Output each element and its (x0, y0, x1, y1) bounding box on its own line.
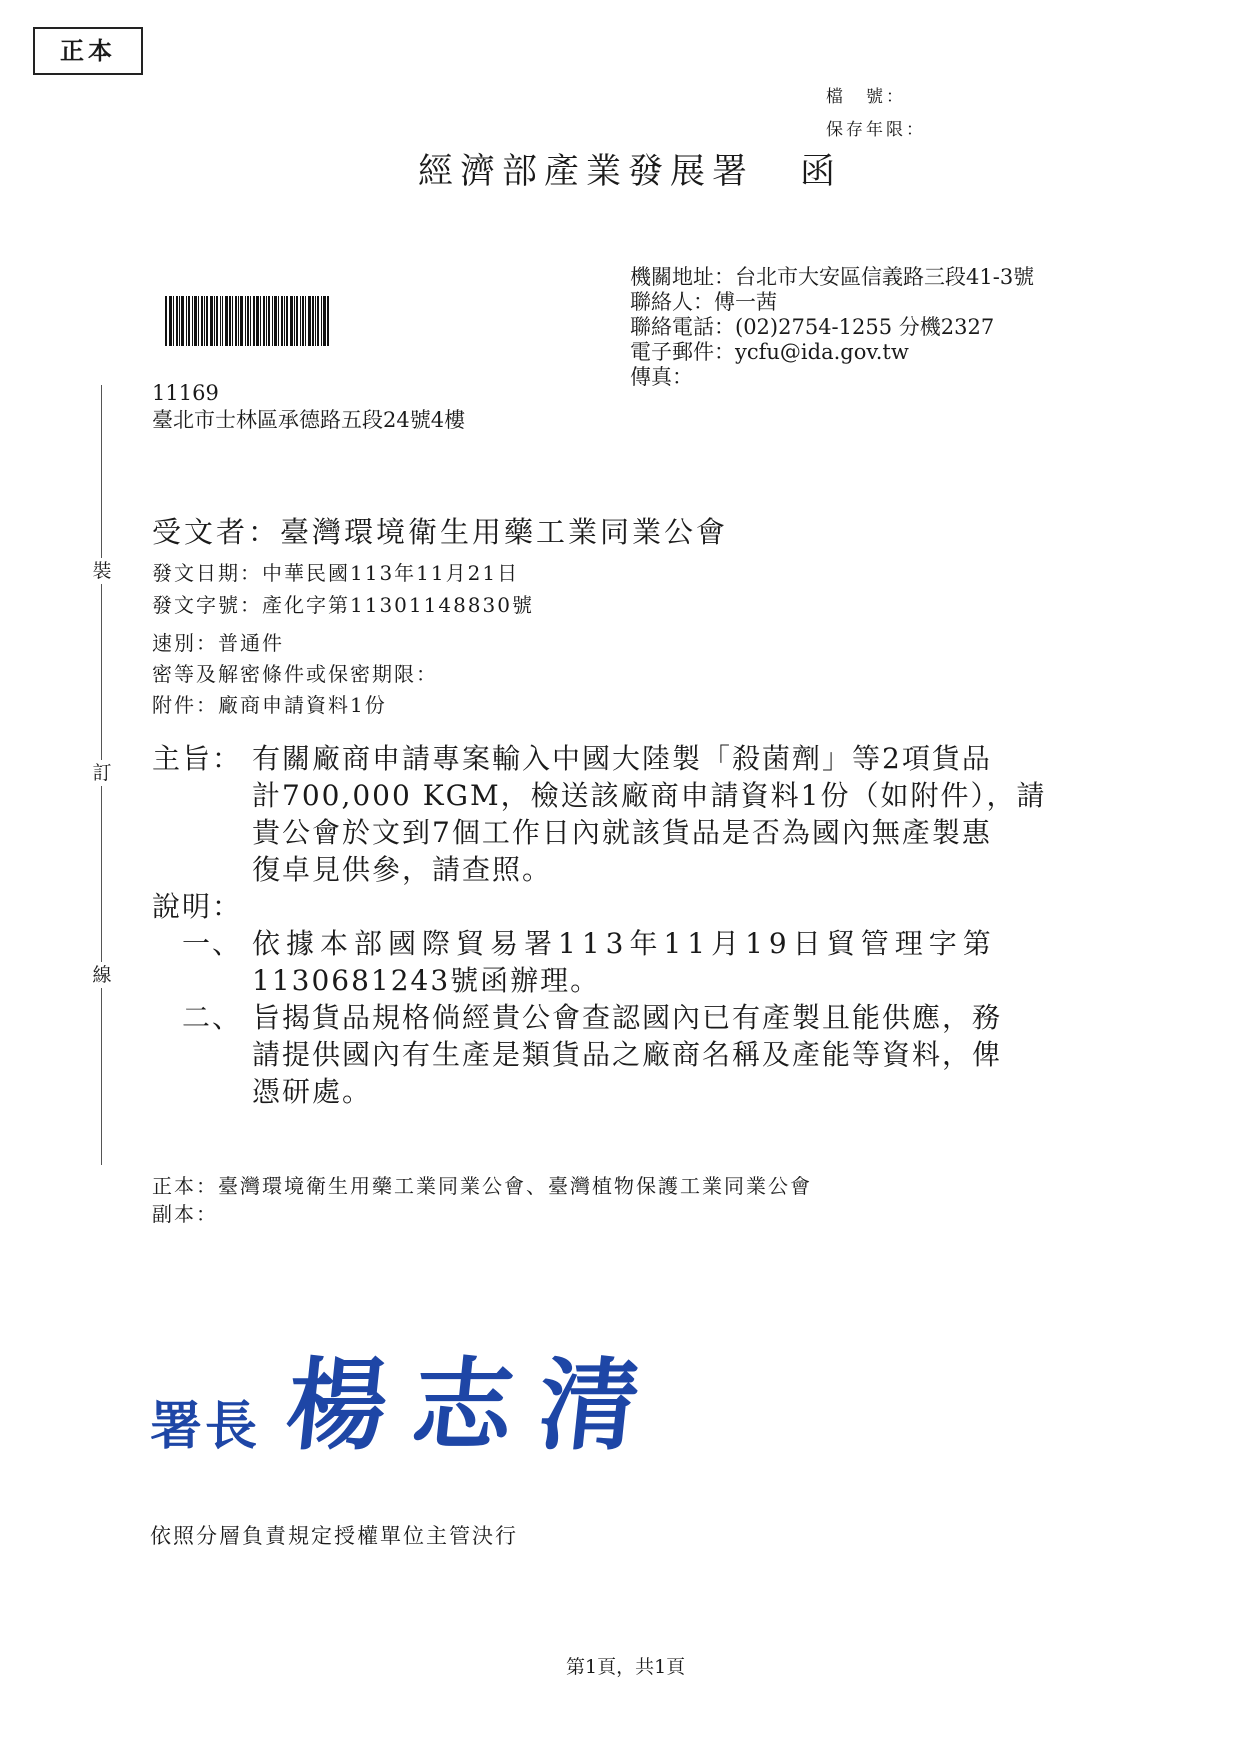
original-copy-stamp: 正本 (33, 27, 143, 75)
recipient-postal-block (152, 380, 465, 434)
contact-fax: 傳真： (630, 365, 693, 389)
explanation-section (152, 888, 1002, 1110)
contact-person: 聯絡人：傅一茜 (630, 290, 777, 314)
barcode (165, 296, 435, 346)
issue-number: 發文字號：產化字第11301148830號 (152, 593, 534, 617)
subject-label: 主旨： (152, 742, 243, 775)
signature-name: 楊志清 (280, 1346, 672, 1464)
explanation-item (182, 925, 1002, 999)
document-type: 函 (800, 152, 843, 192)
page-number: 第1頁，共1頁 (566, 1656, 686, 1678)
subject-line: 貴公會於文到7個工作日內就該貨品是否為國內無產製惠 (252, 816, 992, 849)
signature-title: 署長 (150, 1396, 261, 1457)
subject-line: 計700,000 KGM，檢送該廠商申請資料1份（如附件），請 (252, 779, 1047, 812)
explanation-item-number: 一、 (182, 927, 243, 960)
contact-email: 電子郵件：ycfu@ida.gov.tw (630, 340, 909, 364)
agency-address: 機關地址：台北市大安區信義路三段41-3號 (630, 265, 1035, 289)
explanation-line: 憑研處。 (252, 1075, 373, 1108)
postal-code: 11169 (152, 381, 219, 405)
document-title (418, 144, 842, 194)
delegation-note: 依照分層負責規定授權單位主管決行 (150, 1524, 518, 1548)
explanation-item-number: 二、 (182, 1001, 243, 1034)
explanation-label: 說明： (152, 890, 243, 923)
explanation-line: 旨揭貨品規格倘經貴公會查認國內已有產製且能供應，務 (252, 1001, 1003, 1034)
subject-line: 復卓見供參，請查照。 (252, 853, 553, 886)
issue-date: 發文日期：中華民國113年11月21日 (152, 561, 520, 585)
binding-mark-line: 線 (90, 962, 114, 988)
contact-block (630, 265, 1034, 390)
attachment: 附件：廠商申請資料1份 (152, 693, 387, 717)
recipient: 受文者：臺灣環境衛生用藥工業同業公會 (152, 515, 729, 549)
contact-phone: 聯絡電話：(02)2754-1255 分機2327 (630, 315, 995, 339)
retention-period-label: 保存年限： (826, 120, 926, 140)
classification: 密等及解密條件或保密期限： (152, 662, 438, 686)
file-number-label: 檔 號： (826, 87, 906, 107)
binding-mark-staple: 訂 (90, 760, 114, 786)
explanation-line: 依據本部國際貿易署113年11月19日貿管理字第 (252, 927, 997, 960)
subject-line: 有關廠商申請專案輸入中國大陸製「殺菌劑」等2項貨品 (252, 742, 992, 775)
subject-section (152, 740, 1046, 888)
director-signature (150, 1325, 672, 1469)
original-recipients: 正本：臺灣環境衛生用藥工業同業公會、臺灣植物保護工業同業公會 (152, 1174, 812, 1198)
issuing-agency: 經濟部產業發展署 (418, 152, 755, 192)
binding-mark-bind: 裝 (90, 558, 114, 584)
explanation-line: 請提供國內有生產是類貨品之廠商名稱及產能等資料，俾 (252, 1038, 1003, 1071)
explanation-item (182, 999, 1002, 1110)
explanation-line: 1130681243號函辦理。 (252, 964, 601, 997)
recipient-address: 臺北市士林區承德路五段24號4樓 (152, 408, 466, 432)
copy-recipients: 副本： (152, 1202, 218, 1226)
urgency: 速別：普通件 (152, 631, 284, 655)
